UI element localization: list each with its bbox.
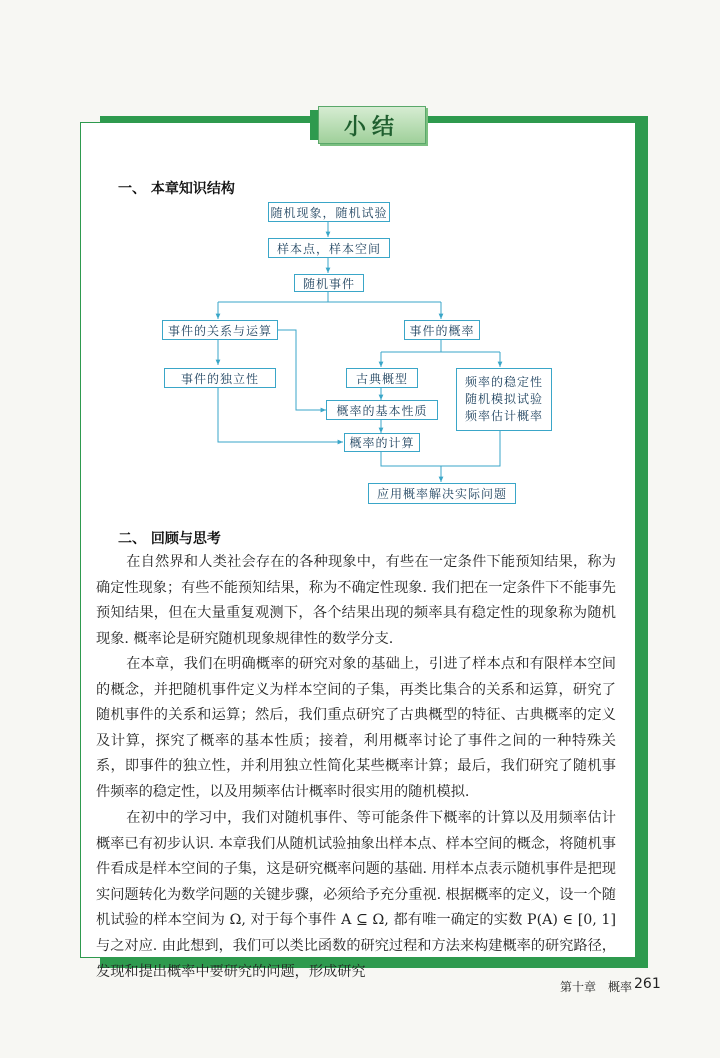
box-frequency-stability (456, 368, 552, 431)
box-event-relations: 事件的关系与运算 (162, 320, 278, 340)
box-probability-calculation: 概率的计算 (344, 433, 420, 452)
paragraph-2-text: 在本章，我们在明确概率的研究对象的基础上，引进了样本点和有限样本空间的概念，并把随机事件定义为样本空间的子集，再类比集合的关系和运算，研究了随机事件的关系和运算；然后，我们重点研究了古典概型的特征、古典概率的定义及计算，探究了概率的基本性质；接着，利用概率讨论了事件之间的一种特殊关系，即事件的独立性，并利用独立性简化某些概率计算；最后，我们研究了随机事件频率的稳定性，以及用频率估计概率时很实用的随机模拟. (96, 656, 616, 800)
box-classical-model: 古典概型 (346, 368, 418, 388)
box-independence: 事件的独立性 (164, 368, 276, 388)
section-heading-review: 二、 回顾与思考 (118, 531, 221, 547)
box-apply-probability: 应用概率解决实际问题 (368, 483, 516, 504)
page-number: 261 (634, 976, 661, 992)
paragraph-1-text: 在自然界和人类社会存在的各种现象中，有些在一定条件下能预知结果，称为确定性现象；有些不能预知结果，称为不确定性现象. 我们把在一定条件下不能事先预知结果，但在大量重复观测下，各个结果出现的频率具有稳定性的现象称为随机现象. 概率论是研究随机现象规律性的数学分支. (96, 554, 616, 647)
frequency-line-3: 频率估计概率 (464, 409, 543, 423)
section-heading-structure: 一、 本章知识结构 (118, 181, 235, 197)
page-title: 小结 (318, 106, 426, 144)
paragraph-2 (96, 652, 616, 806)
frequency-line-1: 频率的稳定性 (464, 375, 543, 389)
paragraph-1 (96, 550, 616, 652)
box-sample-space: 样本点，样本空间 (268, 238, 390, 258)
box-event-probability: 事件的概率 (404, 320, 480, 340)
box-random-phenomenon: 随机现象，随机试验 (268, 202, 390, 222)
paragraph-3-text: 在初中的学习中，我们对随机事件、等可能条件下概率的计算以及用频率估计概率已有初步认识. 本章我们从随机试验抽象出样本点、样本空间的概念，将随机事件看成是样本空间的子集，这是研究概率问题的基础. 用样本点表示随机事件是把现实问题转化为数学问题的关键步骤，必须给予充分重视. 根据概率的定义，设一个随机试验的样本空间为 Ω, 对于每个事件 A ⊆ Ω, 都有唯一确定的实数 P(A) ∈ [0, 1] 与之对应. 由此想到，我们可以类比函数的研究过程和方法来构建概率的研究路径，发现和提出概率中要研究的问题，形成研究 (96, 810, 616, 980)
frequency-line-2: 随机模拟试验 (464, 392, 543, 406)
title-tab-bar (310, 110, 318, 140)
paragraph-3 (96, 806, 616, 985)
box-random-event: 随机事件 (294, 274, 364, 292)
footer-chapter: 第十章 概率 (560, 980, 633, 994)
box-basic-properties: 概率的基本性质 (326, 400, 438, 420)
